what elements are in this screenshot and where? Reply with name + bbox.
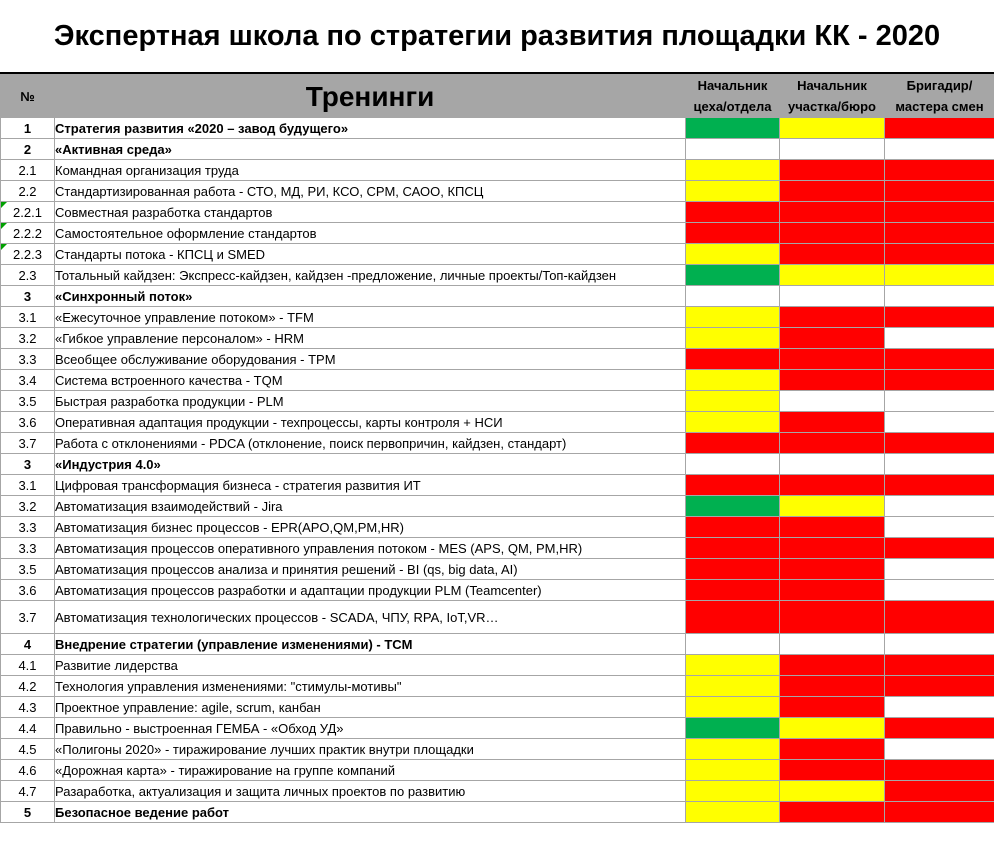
row-number-text: 3.3 bbox=[18, 540, 37, 556]
status-cell-role-3 bbox=[885, 391, 994, 412]
section-row bbox=[1, 634, 994, 655]
training-name: Автоматизация процессов оперативного управления потоком - MES (APS, QM, PM,HR) bbox=[55, 538, 686, 559]
section-row bbox=[1, 802, 994, 823]
status-cell-role-1 bbox=[686, 739, 780, 760]
row-number bbox=[1, 475, 55, 496]
table-row bbox=[1, 202, 994, 223]
status-cell-role-2 bbox=[780, 139, 885, 160]
status-cell-role-2 bbox=[780, 781, 885, 802]
status-cell-role-3 bbox=[885, 223, 994, 244]
training-name: «Ежесуточное управление потоком» - TFM bbox=[55, 307, 686, 328]
column-header-role-3: Бригадир/ мастера смен bbox=[885, 75, 994, 118]
row-number bbox=[1, 802, 55, 823]
status-cell-role-2 bbox=[780, 559, 885, 580]
training-name: Разаработка, актуализация и защита личных проектов по развитию bbox=[55, 781, 686, 802]
row-number bbox=[1, 580, 55, 601]
row-number-text: 2.2.3 bbox=[13, 246, 42, 262]
training-name: Технология управления изменениями: "стимулы-мотивы" bbox=[55, 676, 686, 697]
status-cell-role-1 bbox=[686, 118, 780, 139]
row-number bbox=[1, 433, 55, 454]
row-number-text: 3.7 bbox=[18, 435, 37, 451]
status-cell-role-1 bbox=[686, 454, 780, 475]
column-header-number: № bbox=[1, 75, 55, 118]
status-cell-role-1 bbox=[686, 496, 780, 517]
status-cell-role-3 bbox=[885, 139, 994, 160]
training-name: Автоматизация технологических процессов - SCADA, ЧПУ, RPA, IoT,VR… bbox=[55, 601, 686, 634]
status-cell-role-2 bbox=[780, 655, 885, 676]
table-row bbox=[1, 181, 994, 202]
training-name: Автоматизация взаимодействий - Jira bbox=[55, 496, 686, 517]
table-row bbox=[1, 697, 994, 718]
row-number-text: 4.4 bbox=[18, 720, 37, 736]
row-number-text: 2.2.2 bbox=[13, 225, 42, 241]
status-cell-role-1 bbox=[686, 655, 780, 676]
table-row bbox=[1, 601, 994, 634]
status-cell-role-1 bbox=[686, 160, 780, 181]
status-cell-role-3 bbox=[885, 517, 994, 538]
table-row bbox=[1, 517, 994, 538]
status-cell-role-1 bbox=[686, 433, 780, 454]
row-number-text: 4.7 bbox=[18, 783, 37, 799]
status-cell-role-3 bbox=[885, 160, 994, 181]
status-cell-role-1 bbox=[686, 328, 780, 349]
status-cell-role-1 bbox=[686, 559, 780, 580]
status-cell-role-3 bbox=[885, 307, 994, 328]
status-cell-role-3 bbox=[885, 760, 994, 781]
row-number bbox=[1, 634, 55, 655]
status-cell-role-2 bbox=[780, 265, 885, 286]
status-cell-role-1 bbox=[686, 265, 780, 286]
status-cell-role-1 bbox=[686, 412, 780, 433]
status-cell-role-1 bbox=[686, 391, 780, 412]
section-row bbox=[1, 454, 994, 475]
row-number bbox=[1, 676, 55, 697]
page-title: Экспертная школа по стратегии развития площадки КК - 2020 bbox=[0, 0, 994, 74]
status-cell-role-2 bbox=[780, 475, 885, 496]
status-cell-role-1 bbox=[686, 475, 780, 496]
status-cell-role-1 bbox=[686, 286, 780, 307]
status-cell-role-2 bbox=[780, 118, 885, 139]
row-number-text: 4 bbox=[23, 636, 32, 652]
status-cell-role-1 bbox=[686, 601, 780, 634]
status-cell-role-2 bbox=[780, 433, 885, 454]
row-number bbox=[1, 760, 55, 781]
training-name: Система встроенного качества - TQM bbox=[55, 370, 686, 391]
training-name: Самостоятельное оформление стандартов bbox=[55, 223, 686, 244]
table-row bbox=[1, 496, 994, 517]
comment-indicator-icon bbox=[1, 244, 7, 250]
table-row bbox=[1, 160, 994, 181]
training-name: Быстрая разработка продукции - PLM bbox=[55, 391, 686, 412]
status-cell-role-1 bbox=[686, 181, 780, 202]
status-cell-role-2 bbox=[780, 160, 885, 181]
table-row bbox=[1, 760, 994, 781]
status-cell-role-2 bbox=[780, 517, 885, 538]
row-number-text: 2.2 bbox=[18, 183, 37, 199]
row-number-text: 2.1 bbox=[18, 162, 37, 178]
training-name: Стратегия развития «2020 – завод будущего» bbox=[55, 118, 686, 139]
row-number bbox=[1, 517, 55, 538]
training-name: Всеобщее обслуживание оборудования - TPM bbox=[55, 349, 686, 370]
status-cell-role-3 bbox=[885, 580, 994, 601]
training-name: Оперативная адаптация продукции - техпроцессы, карты контроля + НСИ bbox=[55, 412, 686, 433]
training-name: Безопасное ведение работ bbox=[55, 802, 686, 823]
status-cell-role-1 bbox=[686, 139, 780, 160]
row-number-text: 4.5 bbox=[18, 741, 37, 757]
status-cell-role-2 bbox=[780, 391, 885, 412]
status-cell-role-3 bbox=[885, 718, 994, 739]
row-number-text: 3.2 bbox=[18, 330, 37, 346]
section-row bbox=[1, 118, 994, 139]
row-number-text: 4.6 bbox=[18, 762, 37, 778]
status-cell-role-2 bbox=[780, 718, 885, 739]
row-number-text: 3.1 bbox=[18, 309, 37, 325]
status-cell-role-1 bbox=[686, 517, 780, 538]
status-cell-role-2 bbox=[780, 760, 885, 781]
row-number-text: 3.5 bbox=[18, 561, 37, 577]
training-name: «Синхронный поток» bbox=[55, 286, 686, 307]
status-cell-role-3 bbox=[885, 475, 994, 496]
row-number bbox=[1, 202, 55, 223]
status-cell-role-3 bbox=[885, 412, 994, 433]
row-number-text: 3.6 bbox=[18, 582, 37, 598]
training-name: Автоматизация процессов анализа и принятия решений - BI (qs, big data, AI) bbox=[55, 559, 686, 580]
comment-indicator-icon bbox=[1, 202, 7, 208]
status-cell-role-3 bbox=[885, 202, 994, 223]
row-number bbox=[1, 328, 55, 349]
status-cell-role-2 bbox=[780, 634, 885, 655]
status-cell-role-2 bbox=[780, 538, 885, 559]
status-cell-role-1 bbox=[686, 202, 780, 223]
status-cell-role-3 bbox=[885, 454, 994, 475]
status-cell-role-2 bbox=[780, 181, 885, 202]
status-cell-role-1 bbox=[686, 634, 780, 655]
status-cell-role-2 bbox=[780, 601, 885, 634]
status-cell-role-3 bbox=[885, 538, 994, 559]
table-row bbox=[1, 718, 994, 739]
row-number bbox=[1, 391, 55, 412]
row-number-text: 4.3 bbox=[18, 699, 37, 715]
training-name: Автоматизация бизнес процессов - EPR(APO,QM,PM,HR) bbox=[55, 517, 686, 538]
row-number-text: 2.3 bbox=[18, 267, 37, 283]
row-number bbox=[1, 559, 55, 580]
training-name: «Гибкое управление персоналом» - HRM bbox=[55, 328, 686, 349]
row-number bbox=[1, 412, 55, 433]
status-cell-role-1 bbox=[686, 223, 780, 244]
status-cell-role-1 bbox=[686, 760, 780, 781]
status-cell-role-3 bbox=[885, 697, 994, 718]
training-name: Совместная разработка стандартов bbox=[55, 202, 686, 223]
row-number-text: 1 bbox=[23, 120, 32, 136]
column-header-role-2: Начальник участка/бюро bbox=[780, 75, 885, 118]
row-number-text: 2 bbox=[23, 141, 32, 157]
status-cell-role-2 bbox=[780, 349, 885, 370]
row-number-text: 3 bbox=[23, 456, 32, 472]
status-cell-role-3 bbox=[885, 802, 994, 823]
status-cell-role-2 bbox=[780, 223, 885, 244]
training-name: «Дорожная карта» - тиражирование на группе компаний bbox=[55, 760, 686, 781]
table-row bbox=[1, 676, 994, 697]
status-cell-role-3 bbox=[885, 265, 994, 286]
status-cell-role-2 bbox=[780, 454, 885, 475]
row-number-text: 3.5 bbox=[18, 393, 37, 409]
status-cell-role-3 bbox=[885, 349, 994, 370]
header-row bbox=[1, 75, 994, 118]
row-number bbox=[1, 697, 55, 718]
status-cell-role-2 bbox=[780, 307, 885, 328]
table-row bbox=[1, 412, 994, 433]
training-name: Стандартизированная работа - СТО, МД, РИ, КСО, СРМ, САОО, КПСЦ bbox=[55, 181, 686, 202]
row-number-text: 3.6 bbox=[18, 414, 37, 430]
row-number bbox=[1, 160, 55, 181]
table-row bbox=[1, 370, 994, 391]
training-name: Автоматизация процессов разработки и адаптации продукции PLM (Teamcenter) bbox=[55, 580, 686, 601]
status-cell-role-1 bbox=[686, 307, 780, 328]
status-cell-role-3 bbox=[885, 433, 994, 454]
status-cell-role-3 bbox=[885, 655, 994, 676]
status-cell-role-2 bbox=[780, 739, 885, 760]
row-number bbox=[1, 139, 55, 160]
table-row bbox=[1, 433, 994, 454]
training-name: Развитие лидерства bbox=[55, 655, 686, 676]
table-row bbox=[1, 580, 994, 601]
row-number bbox=[1, 181, 55, 202]
row-number-text: 3.4 bbox=[18, 372, 37, 388]
row-number-text: 3.1 bbox=[18, 477, 37, 493]
status-cell-role-1 bbox=[686, 781, 780, 802]
status-cell-role-1 bbox=[686, 718, 780, 739]
row-number-text: 3 bbox=[23, 288, 32, 304]
status-cell-role-3 bbox=[885, 181, 994, 202]
section-row bbox=[1, 139, 994, 160]
status-cell-role-1 bbox=[686, 370, 780, 391]
training-name: Правильно - выстроенная ГЕМБА - «Обход УД» bbox=[55, 718, 686, 739]
comment-indicator-icon bbox=[1, 223, 7, 229]
table-row bbox=[1, 328, 994, 349]
status-cell-role-2 bbox=[780, 202, 885, 223]
row-number bbox=[1, 454, 55, 475]
status-cell-role-3 bbox=[885, 781, 994, 802]
table-row bbox=[1, 475, 994, 496]
training-name: Работа с отклонениями - PDCA (отклонение, поиск первопричин, кайдзен, стандарт) bbox=[55, 433, 686, 454]
column-header-trainings: Тренинги bbox=[55, 75, 686, 118]
status-cell-role-1 bbox=[686, 244, 780, 265]
status-cell-role-3 bbox=[885, 328, 994, 349]
status-cell-role-1 bbox=[686, 697, 780, 718]
training-name: Цифровая трансформация бизнеса - стратегия развития ИТ bbox=[55, 475, 686, 496]
status-cell-role-3 bbox=[885, 601, 994, 634]
row-number-text: 4.1 bbox=[18, 657, 37, 673]
status-cell-role-2 bbox=[780, 496, 885, 517]
row-number bbox=[1, 244, 55, 265]
row-number bbox=[1, 349, 55, 370]
status-cell-role-2 bbox=[780, 697, 885, 718]
status-cell-role-2 bbox=[780, 412, 885, 433]
training-name: Командная организация труда bbox=[55, 160, 686, 181]
status-cell-role-1 bbox=[686, 349, 780, 370]
status-cell-role-3 bbox=[885, 118, 994, 139]
status-cell-role-2 bbox=[780, 676, 885, 697]
table-row bbox=[1, 307, 994, 328]
table-row bbox=[1, 244, 994, 265]
status-cell-role-3 bbox=[885, 370, 994, 391]
table-row bbox=[1, 538, 994, 559]
status-cell-role-3 bbox=[885, 739, 994, 760]
status-cell-role-1 bbox=[686, 676, 780, 697]
status-cell-role-3 bbox=[885, 559, 994, 580]
row-number bbox=[1, 718, 55, 739]
table-row bbox=[1, 391, 994, 412]
status-cell-role-2 bbox=[780, 580, 885, 601]
table-row bbox=[1, 559, 994, 580]
column-header-role-1: Начальник цеха/отдела bbox=[686, 75, 780, 118]
row-number bbox=[1, 307, 55, 328]
row-number-text: 3.2 bbox=[18, 498, 37, 514]
status-cell-role-1 bbox=[686, 538, 780, 559]
row-number-text: 3.3 bbox=[18, 519, 37, 535]
training-name: «Индустрия 4.0» bbox=[55, 454, 686, 475]
row-number-text: 2.2.1 bbox=[13, 204, 42, 220]
status-cell-role-1 bbox=[686, 802, 780, 823]
row-number bbox=[1, 265, 55, 286]
table-row bbox=[1, 265, 994, 286]
row-number bbox=[1, 496, 55, 517]
row-number-text: 3.3 bbox=[18, 351, 37, 367]
table-row bbox=[1, 781, 994, 802]
table-row bbox=[1, 655, 994, 676]
row-number-text: 3.7 bbox=[18, 609, 37, 625]
status-cell-role-2 bbox=[780, 286, 885, 307]
training-name: Стандарты потока - КПСЦ и SMED bbox=[55, 244, 686, 265]
training-name: «Полигоны 2020» - тиражирование лучших практик внутри площадки bbox=[55, 739, 686, 760]
status-cell-role-3 bbox=[885, 286, 994, 307]
status-cell-role-2 bbox=[780, 244, 885, 265]
training-name: Внедрение стратегии (управление изменениями) - TCM bbox=[55, 634, 686, 655]
table-row bbox=[1, 739, 994, 760]
row-number bbox=[1, 655, 55, 676]
row-number bbox=[1, 370, 55, 391]
training-name: Тотальный кайдзен: Экспресс-кайдзен, кайдзен -предложение, личные проекты/Топ-кайдзен bbox=[55, 265, 686, 286]
status-cell-role-3 bbox=[885, 676, 994, 697]
training-name: «Активная среда» bbox=[55, 139, 686, 160]
row-number bbox=[1, 286, 55, 307]
status-cell-role-3 bbox=[885, 244, 994, 265]
row-number bbox=[1, 739, 55, 760]
status-cell-role-1 bbox=[686, 580, 780, 601]
row-number bbox=[1, 601, 55, 634]
row-number bbox=[1, 118, 55, 139]
row-number bbox=[1, 781, 55, 802]
row-number-text: 5 bbox=[23, 804, 32, 820]
row-number bbox=[1, 538, 55, 559]
table-row bbox=[1, 349, 994, 370]
status-cell-role-3 bbox=[885, 634, 994, 655]
status-cell-role-2 bbox=[780, 802, 885, 823]
status-cell-role-3 bbox=[885, 496, 994, 517]
training-name: Проектное управление: agile, scrum, канбан bbox=[55, 697, 686, 718]
status-cell-role-2 bbox=[780, 370, 885, 391]
training-matrix-table bbox=[0, 74, 994, 823]
table-row bbox=[1, 223, 994, 244]
section-row bbox=[1, 286, 994, 307]
row-number bbox=[1, 223, 55, 244]
row-number-text: 4.2 bbox=[18, 678, 37, 694]
status-cell-role-2 bbox=[780, 328, 885, 349]
